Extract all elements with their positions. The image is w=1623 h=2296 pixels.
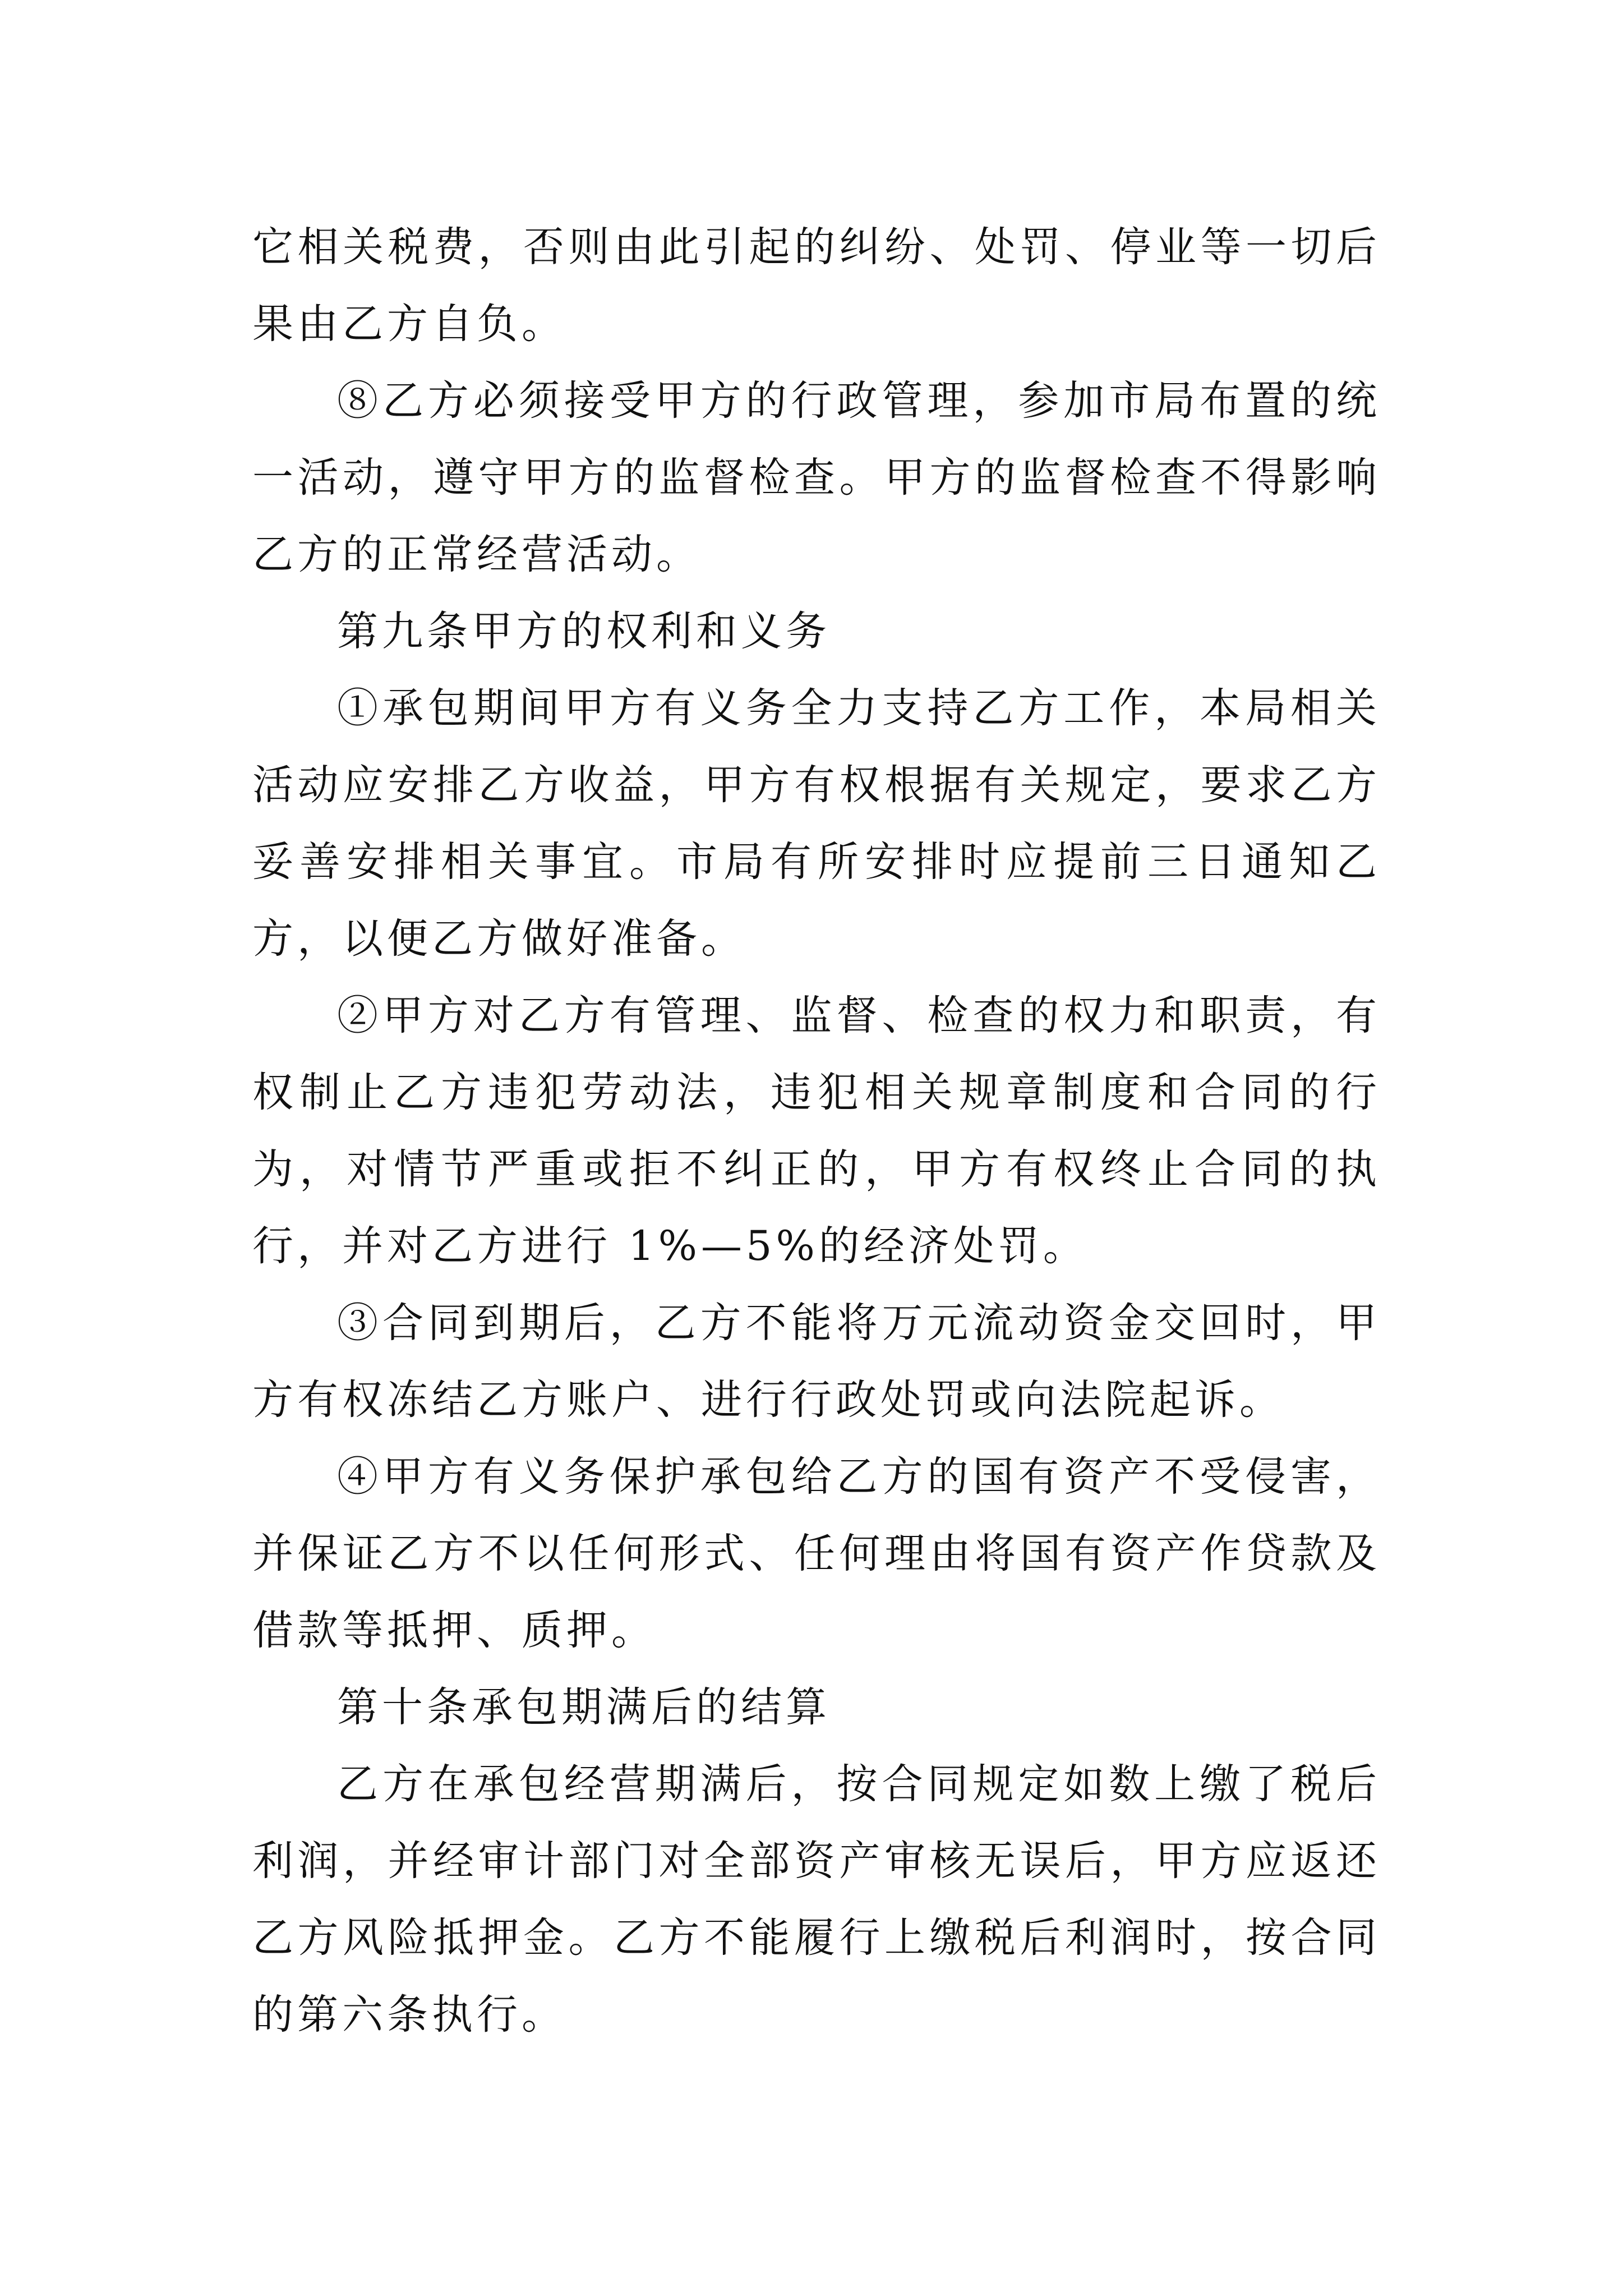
paragraph-item-8: ⑧乙方必须接受甲方的行政管理，参加市局布置的统一活动，遵守甲方的监督检查。甲方的监督检查不得影响乙方的正常经营活动。 — [252, 377, 1381, 578]
paragraph-item-2: ②甲方对乙方有管理、监督、检查的权力和职责，有权制止乙方违犯劳动法，违犯相关规章制度和合同的行为，对情节严重或拒不纠正的，甲方有权终止合同的执行，并对乙方进行 1%—5%的经济处罚。 — [252, 992, 1381, 1270]
paragraph-item-1: ①承包期间甲方有义务全力支持乙方工作，本局相关活动应安排乙方收益，甲方有权根据有关规定，要求乙方妥善安排相关事宜。市局有所安排时应提前三日通知乙方，以便乙方做好准备。 — [252, 684, 1381, 963]
paragraph-item-4: ④甲方有义务保护承包给乙方的国有资产不受侵害，并保证乙方不以任何形式、任何理由将国有资产作贷款及借款等抵押、质押。 — [252, 1453, 1381, 1654]
paragraph-item-3: ③合同到期后，乙方不能将万元流动资金交回时，甲方有权冻结乙方账户、进行行政处罚或向法院起诉。 — [252, 1299, 1381, 1424]
article-10-heading: 第十条承包期满后的结算 — [337, 1683, 831, 1731]
article-9-heading: 第九条甲方的权利和义务 — [337, 608, 831, 655]
document-body — [252, 209, 1381, 2053]
paragraph-settlement: 乙方在承包经营期满后，按合同规定如数上缴了税后利润，并经审计部门对全部资产审核无误后，甲方应返还乙方风险抵押金。乙方不能履行上缴税后利润时，按合同的第六条执行。 — [252, 1760, 1381, 2039]
paragraph-continuation: 它相关税费，否则由此引起的纠纷、处罚、停业等一切后果由乙方自负。 — [252, 223, 1381, 348]
